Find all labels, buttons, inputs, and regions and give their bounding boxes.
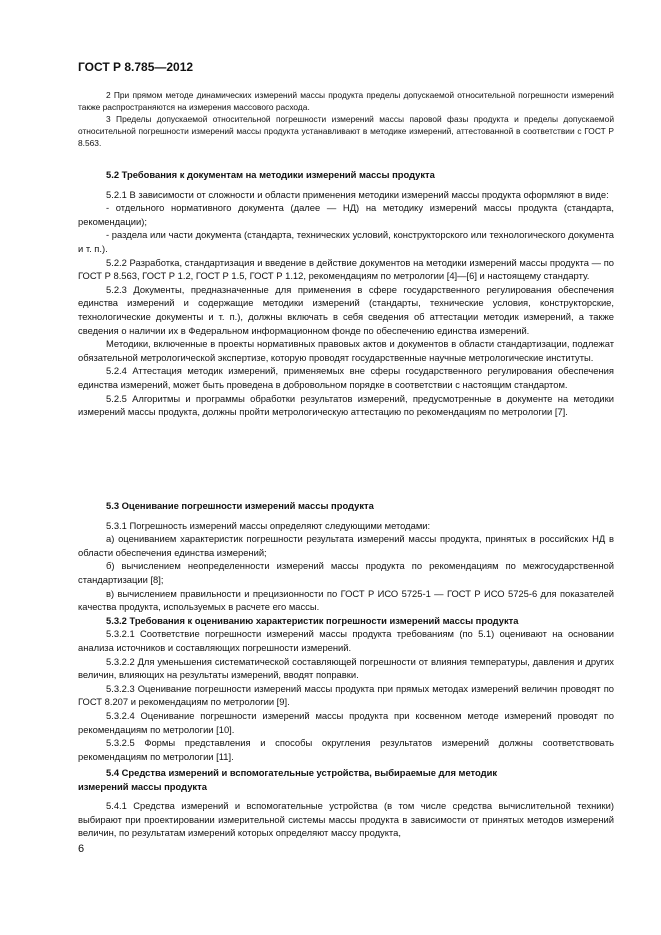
paragraph: 5.4.1 Средства измерений и вспомогательные устройства (в том числе средства вычислительной техники) выбирают при проектировании измерительной системы массы продукта в зависимости от принятых методов измерений величин, по результатам измерений которых определяют массу продукта, (78, 800, 614, 839)
note-2: 2 При прямом методе динамических измерений массы продукта пределы допускаемой относительной погрешности измерений также распространяются на измерения массового расхода. (78, 90, 614, 112)
paragraph: 5.2.1 В зависимости от сложности и области применения методики измерений массы продукта оформляют в виде: (106, 188, 609, 200)
section-5-3 (78, 489, 614, 763)
section-5-4 (78, 756, 614, 840)
section-heading: 5.2 Требования к документам на методики измерений массы продукта (106, 169, 435, 180)
section-heading: 5.3 Оценивание погрешности измерений массы продукта (106, 500, 374, 511)
list-item: а) оцениванием характеристик погрешности результата измерений массы продукта, принятых в российских НД в области обеспечения единства измерений; (78, 533, 614, 558)
paragraph: 5.3.1 Погрешность измерений массы определяют следующими методами: (106, 519, 431, 531)
paragraph: 5.2.5 Алгоритмы и программы обработки результатов измерений, предусмотренные в документе на методики измерений массы продукта, должны пройти метрологическую аттестацию по рекомендациям по метрологии [7]. (78, 392, 614, 418)
paragraph: 5.3.2.5 Формы представления и способы округления результатов измерений должны соответствовать рекомендациям по метрологии [11]. (78, 737, 614, 762)
section-heading-line-2: измерений массы продукта (78, 780, 207, 792)
list-item: в) вычислением правильности и прецизионности по ГОСТ Р ИСО 5725-1 — ГОСТ Р ИСО 5725-6 для показателей качества продукта, используемых в расчете его массы. (78, 587, 614, 613)
document-header: ГОСТ Р 8.785—2012 (78, 60, 194, 74)
paragraph: 5.3.2.1 Соответствие погрешности измерений массы продукта требованиям (по 5.1) оценивают на основании анализа источников и составляющих погрешности измерений. (78, 628, 614, 653)
list-item: - раздела или части документа (стандарта, технических условий, конструкторского или технологического документа и т. п.). (78, 229, 614, 254)
list-item: б) вычислением неопределенности измерений массы продукта по рекомендациям по межгосударственной стандартизации [8]; (78, 560, 614, 585)
paragraph: 5.3.2.2 Для уменьшения систематической составляющей погрешности от влияния температуры, давления и других величин, влияющих на результаты измерений, вводят поправки. (78, 655, 614, 681)
paragraph: 5.2.4 Аттестация методик измерений, применяемых вне сферы государственного регулирования обеспечения единства измерений, может быть проведена в добровольном порядке в соответствии с настоящим стандартом. (78, 365, 614, 390)
page-number: 6 (78, 843, 85, 855)
paragraph: 5.3.2.4 Оценивание погрешности измерений массы продукта при косвенном методе измерений проводят по рекомендациям по метрологии [10]. (78, 709, 614, 735)
paragraph: 5.3.2.3 Оценивание погрешности измерений массы продукта при прямых методах измерений величин проводят по ГОСТ 8.207 и рекомендациям по метрологии [9]. (78, 682, 614, 708)
notes-block (78, 89, 614, 149)
paragraph: 5.2.3 Документы, предназначенные для применения в сфере государственного регулирования обеспечения единства измерений и содержащие методики измерений (стандарты, технические условия, конструкторские, технологические документы и т. п.), должны включать в себя сведения об аттестации методик измерений, а также сведения о наличии их в Федеральном информационном фонде по обеспечению единства измерений. (78, 283, 614, 336)
section-5-2 (78, 158, 614, 419)
paragraph: Методики, включенные в проекты нормативных правовых актов и документов в области стандартизации, подлежат обязательной метрологической экспертизе, которую проводят государственные научные метрологические институты. (78, 338, 614, 363)
section-heading-line-1: 5.4 Средства измерений и вспомогательные устройства, выбираемые для методик (106, 767, 498, 778)
section-heading (78, 766, 614, 793)
subsection-heading: 5.3.2 Требования к оцениванию характеристик погрешности измерений массы продукта (106, 614, 519, 626)
note-3: 3 Пределы допускаемой относительной погрешности измерений массы паровой фазы продукта и пределы допускаемой относительной погрешности измерений массы продукта устанавливают в методике измерений, аттестованной в соответствии с ГОСТ Р 8.563. (78, 114, 614, 148)
paragraph: 5.2.2 Разработка, стандартизация и введение в действие документов на методики измерений массы продукта — по ГОСТ Р 8.563, ГОСТ Р 1.2, ГОСТ Р 1.5, ГОСТ Р 1.12, рекомендациям по метрологии [4]—[6] и настоящему стандарту. (78, 256, 614, 282)
list-item: - отдельного нормативного документа (далее — НД) на методику измерений массы продукта (стандарта, рекомендации); (78, 202, 614, 227)
